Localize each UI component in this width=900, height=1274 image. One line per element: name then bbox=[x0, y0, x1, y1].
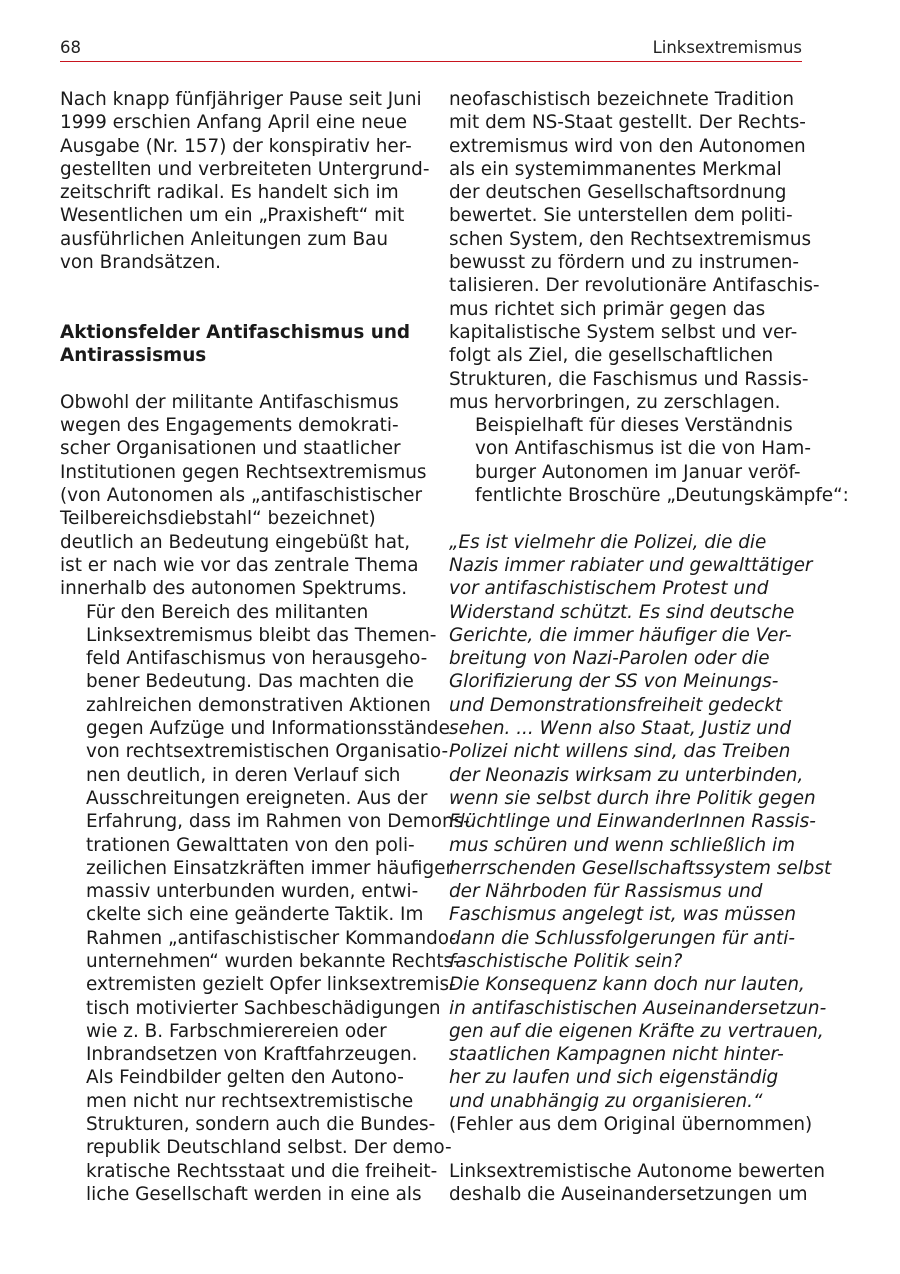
text-line: Wesentlichen um ein „Praxisheft“ mit bbox=[60, 205, 405, 227]
block-quote bbox=[449, 531, 832, 1113]
text-line: mus richtet sich primär gegen das bbox=[449, 298, 766, 320]
text-line: Widerstand schützt. Es sind deutsche bbox=[449, 601, 795, 623]
text-line: Als Feindbilder gelten den Autono- bbox=[86, 1067, 404, 1089]
text-line: folgt als Ziel, die gesellschaftlichen bbox=[449, 345, 774, 367]
text-line: unternehmen“ wurden bekannte Rechts- bbox=[86, 950, 460, 972]
text-line: Polizei nicht willens sind, das Treiben bbox=[449, 741, 791, 763]
text-line: Faschismus angelegt ist, was müssen bbox=[449, 904, 796, 926]
text-line: Flüchtlinge und EinwanderInnen Rassis- bbox=[449, 811, 816, 833]
text-line: staatlichen Kampagnen nicht hinter- bbox=[449, 1044, 784, 1066]
left-column bbox=[60, 88, 470, 1206]
text-line: wie z. B. Farbschmierereien oder bbox=[86, 1020, 387, 1042]
paragraph bbox=[449, 1160, 826, 1207]
text-line: Gerichte, die immer häufiger die Ver- bbox=[449, 624, 792, 646]
text-line: Rahmen „antifaschistischer Kommando- bbox=[86, 927, 457, 949]
text-line: der Nährboden für Rassismus und bbox=[449, 881, 763, 903]
text-line: Ausschreitungen ereigneten. Aus der bbox=[86, 787, 428, 809]
text-line: in antifaschistischen Auseinandersetzun- bbox=[449, 997, 827, 1019]
text-line: 1999 erschien Anfang April eine neue bbox=[60, 112, 408, 134]
text-line: gestellten und verbreiteten Untergrund- bbox=[60, 158, 430, 180]
text-line: Strukturen, sondern auch die Bundes- bbox=[86, 1114, 436, 1136]
text-line: Nach knapp fünfjähriger Pause seit Juni bbox=[60, 89, 422, 110]
text-line: wegen des Engagements demokrati- bbox=[60, 415, 399, 437]
page-number: 68 bbox=[60, 38, 81, 57]
text-line: mus schüren und wenn schließlich im bbox=[449, 834, 796, 856]
text-line: extremismus wird von den Autonomen bbox=[449, 135, 806, 157]
text-line: burger Autonomen im Januar veröf- bbox=[475, 461, 801, 483]
text-line: Erfahrung, dass im Rahmen von Demons- bbox=[86, 811, 470, 833]
text-line: Inbrandsetzen von Kraftfahrzeugen. bbox=[86, 1044, 418, 1066]
text-line: innerhalb des autonomen Spektrums. bbox=[60, 578, 408, 600]
text-line: ist er nach wie vor das zentrale Thema bbox=[60, 554, 419, 576]
text-line: gegen Aufzüge und Informationsstände bbox=[86, 718, 450, 740]
text-line: trationen Gewalttaten von den poli- bbox=[86, 834, 415, 856]
paragraph bbox=[60, 391, 427, 601]
text-line: kratische Rechtsstaat und die freiheit- bbox=[86, 1160, 438, 1182]
paragraph bbox=[60, 601, 470, 1067]
text-line: von rechtsextremistischen Organisatio- bbox=[86, 741, 449, 763]
text-line: deshalb die Auseinandersetzungen um bbox=[449, 1183, 808, 1205]
text-line: mit dem NS-Staat gestellt. Der Rechts- bbox=[449, 112, 806, 134]
text-line: vor antifaschistischem Protest und bbox=[449, 578, 769, 600]
text-line: (von Autonomen als „antifaschistischer bbox=[60, 485, 423, 507]
text-line: kapitalistische System selbst und ver- bbox=[449, 321, 798, 343]
text-line: der deutschen Gesellschaftsordnung bbox=[449, 182, 787, 204]
text-line: Die Konsequenz kann doch nur lauten, bbox=[449, 974, 805, 996]
text-line: bewusst zu fördern und zu instrumen- bbox=[449, 252, 800, 274]
text-line: mus hervorbringen, zu zerschlagen. bbox=[449, 391, 781, 413]
right-column bbox=[449, 88, 849, 1206]
text-line: men nicht nur rechtsextremistische bbox=[86, 1090, 414, 1112]
text-line: Obwohl der militante Antifaschismus bbox=[60, 391, 399, 413]
text-line: Institutionen gegen Rechtsextremismus bbox=[60, 461, 427, 483]
text-line: herrschenden Gesellschaftssystem selbst bbox=[449, 857, 832, 879]
text-line: republik Deutschland selbst. Der demo- bbox=[86, 1137, 452, 1159]
paragraph bbox=[449, 414, 849, 507]
text-line: als ein systemimmanentes Merkmal bbox=[449, 158, 782, 180]
text-line: her zu laufen und sich eigenständig bbox=[449, 1067, 779, 1089]
paragraph bbox=[60, 1066, 452, 1206]
text-line: deutlich an Bedeutung eingebüßt hat, bbox=[60, 531, 411, 553]
text-line: von Brandsätzen. bbox=[60, 252, 221, 274]
page-header bbox=[60, 37, 802, 62]
text-line: nen deutlich, in deren Verlauf sich bbox=[86, 764, 401, 786]
text-line: von Antifaschismus ist die von Ham- bbox=[475, 438, 811, 460]
text-line: extremisten gezielt Opfer linksextremis- bbox=[86, 974, 456, 996]
text-line: zeitschrift radikal. Es handelt sich im bbox=[60, 182, 399, 204]
text-line: „Es ist vielmehr die Polizei, die die bbox=[449, 531, 767, 553]
text-line: faschistische Politik sein? bbox=[449, 950, 683, 972]
text-line: breitung von Nazi-Parolen oder die bbox=[449, 648, 770, 670]
text-line: Aktionsfelder Antifaschismus und bbox=[60, 321, 411, 343]
text-line: bener Bedeutung. Das machten die bbox=[86, 671, 414, 693]
paragraph bbox=[60, 88, 430, 274]
text-line: Teilbereichsdiebstahl“ bezeichnet) bbox=[60, 508, 376, 530]
text-line: und Demonstrationsfreiheit gedeckt bbox=[449, 694, 783, 716]
text-line: Beispielhaft für dieses Verständnis bbox=[475, 415, 793, 437]
text-line: feld Antifaschismus von herausgeho- bbox=[86, 648, 428, 670]
text-line: der Neonazis wirksam zu unterbinden, bbox=[449, 764, 804, 786]
text-line: talisieren. Der revolutionäre Antifaschis- bbox=[449, 275, 820, 297]
text-line: massiv unterbunden wurden, entwi- bbox=[86, 881, 419, 903]
text-line: Nazis immer rabiater und gewalttätiger bbox=[449, 554, 813, 576]
text-line: bewertet. Sie unterstellen dem politi- bbox=[449, 205, 793, 227]
text-line: wenn sie selbst durch ihre Politik gegen bbox=[449, 787, 816, 809]
text-line: Linksextremismus bleibt das Themen- bbox=[86, 624, 437, 646]
text-line: Für den Bereich des militanten bbox=[86, 601, 369, 623]
quote-note: (Fehler aus dem Original übernommen) bbox=[449, 1114, 813, 1136]
text-line: liche Gesellschaft werden in eine als bbox=[86, 1183, 422, 1205]
text-line: Linksextremistische Autonome bewerten bbox=[449, 1160, 826, 1182]
text-line: und unabhängig zu organisieren.“ bbox=[449, 1090, 763, 1112]
text-line: ausführlichen Anleitungen zum Bau bbox=[60, 228, 389, 250]
text-line: fentlichte Broschüre „Deutungskämpfe“: bbox=[475, 485, 849, 507]
text-line: zeilichen Einsatzkräften immer häufiger bbox=[86, 857, 454, 879]
text-line: zahlreichen demonstrativen Aktionen bbox=[86, 694, 431, 716]
section-heading bbox=[60, 321, 420, 368]
text-line: Antirassismus bbox=[60, 345, 207, 367]
text-line: gen auf die eigenen Kräfte zu vertrauen, bbox=[449, 1020, 824, 1042]
text-line: Ausgabe (Nr. 157) der konspirativ her- bbox=[60, 135, 412, 157]
text-line: neofaschistisch bezeichnete Tradition bbox=[449, 89, 795, 110]
text-line: dann die Schlussfolgerungen für anti- bbox=[449, 927, 796, 949]
running-title: Linksextremismus bbox=[652, 38, 802, 57]
paragraph bbox=[449, 88, 820, 414]
text-line: scher Organisationen und staatlicher bbox=[60, 438, 401, 460]
text-line: schen System, den Rechtsextremismus bbox=[449, 228, 812, 250]
text-line: Strukturen, die Faschismus und Rassis- bbox=[449, 368, 809, 390]
text-line: tisch motivierter Sachbeschädigungen bbox=[86, 997, 441, 1019]
text-line: sehen. ... Wenn also Staat, Justiz und bbox=[449, 718, 792, 740]
text-line: ckelte sich eine geänderte Taktik. Im bbox=[86, 904, 424, 926]
text-line: Glorifizierung der SS von Meinungs- bbox=[449, 671, 779, 693]
